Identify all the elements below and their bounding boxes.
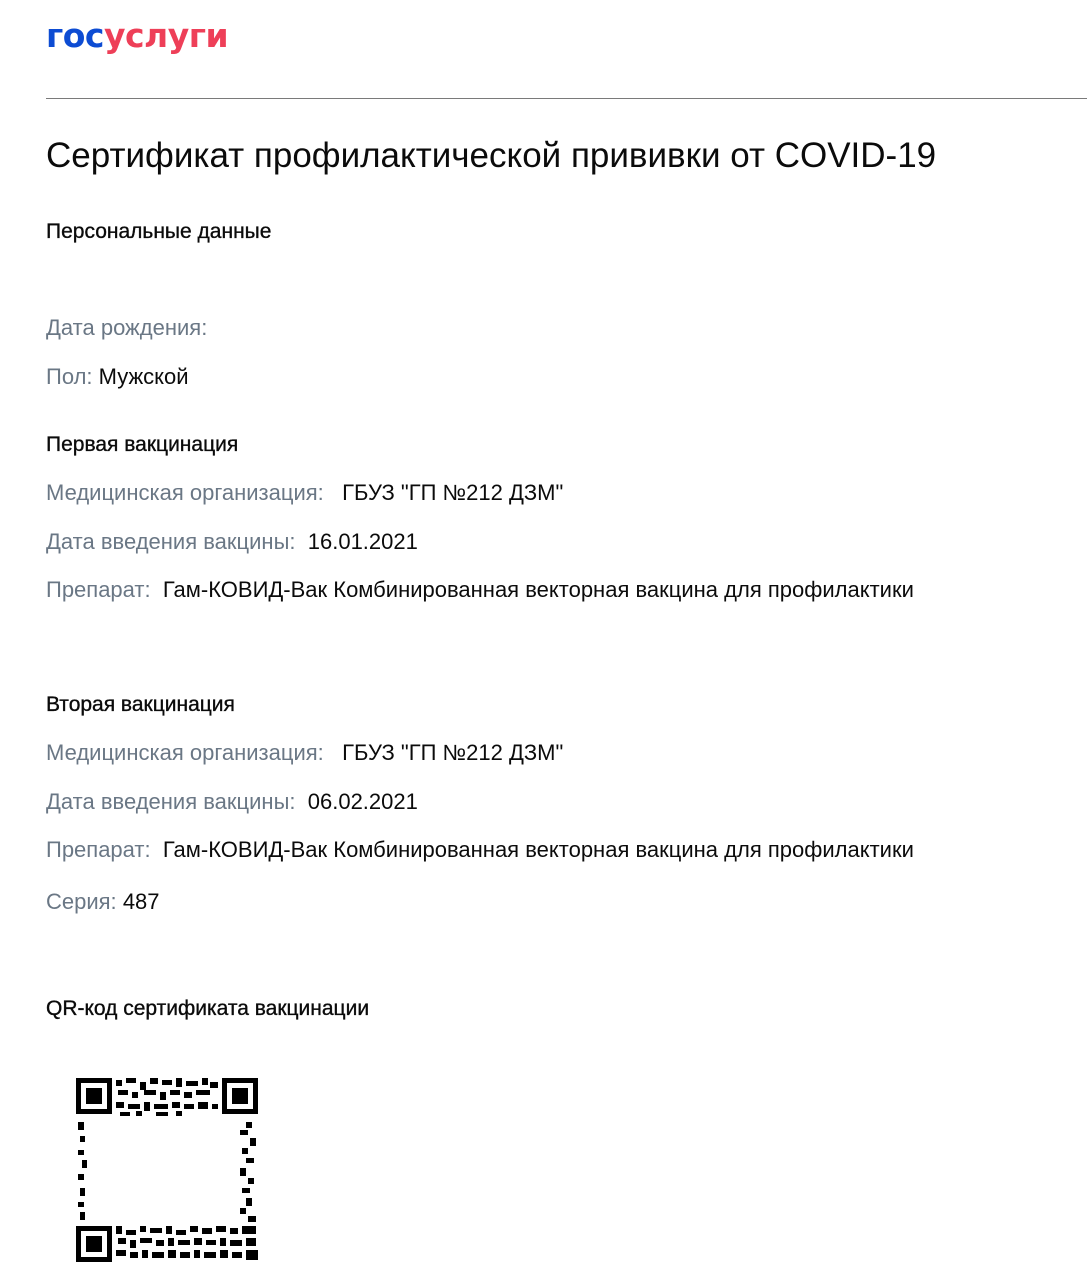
header-divider xyxy=(46,98,1087,99)
series-row xyxy=(46,887,165,917)
gender-value: Мужской xyxy=(98,364,189,389)
personal-data-heading: Персональные данные xyxy=(46,220,272,243)
second-org-row xyxy=(46,738,563,768)
first-org-row xyxy=(46,478,563,508)
first-org-label: Медицинская организация: xyxy=(46,480,324,505)
birth-date-label: Дата рождения: xyxy=(46,315,208,340)
gender-row xyxy=(46,362,189,392)
second-drug-value: Гам-КОВИД-Вак Комбинированная векторная вакцина для профилактики xyxy=(162,837,914,862)
series-label: Серия: xyxy=(46,889,117,914)
first-org-value: ГБУЗ "ГП №212 ДЗМ" xyxy=(342,480,564,505)
qr-heading: QR-код сертификата вакцинации xyxy=(46,997,370,1020)
first-date-label: Дата введения вакцины: xyxy=(46,529,296,554)
qr-code-icon xyxy=(76,1078,258,1262)
birth-date-row xyxy=(46,313,207,343)
second-drug-row xyxy=(46,835,914,865)
logo-part-gos: гос xyxy=(46,16,104,55)
first-vaccination-heading: Первая вакцинация xyxy=(46,433,239,456)
series-value: 487 xyxy=(122,889,160,914)
first-drug-label: Препарат: xyxy=(46,577,151,602)
second-date-row xyxy=(46,787,418,817)
first-date-row xyxy=(46,527,418,557)
second-date-value: 06.02.2021 xyxy=(307,789,418,814)
gosuslugi-logo[interactable] xyxy=(46,12,228,60)
gender-label: Пол: xyxy=(46,364,93,389)
second-org-label: Медицинская организация: xyxy=(46,740,324,765)
first-drug-value: Гам-КОВИД-Вак Комбинированная векторная вакцина для профилактики xyxy=(162,577,914,602)
second-drug-label: Препарат: xyxy=(46,837,151,862)
first-drug-row xyxy=(46,575,914,605)
second-vaccination-heading: Вторая вакцинация xyxy=(46,693,235,716)
second-org-value: ГБУЗ "ГП №212 ДЗМ" xyxy=(342,740,564,765)
qr-code[interactable] xyxy=(76,1078,258,1262)
first-date-value: 16.01.2021 xyxy=(307,529,418,554)
logo-part-uslugi: услуги xyxy=(103,16,229,55)
second-date-label: Дата введения вакцины: xyxy=(46,789,296,814)
page-title: Сертификат профилактической прививки от COVID-19 xyxy=(46,136,937,175)
